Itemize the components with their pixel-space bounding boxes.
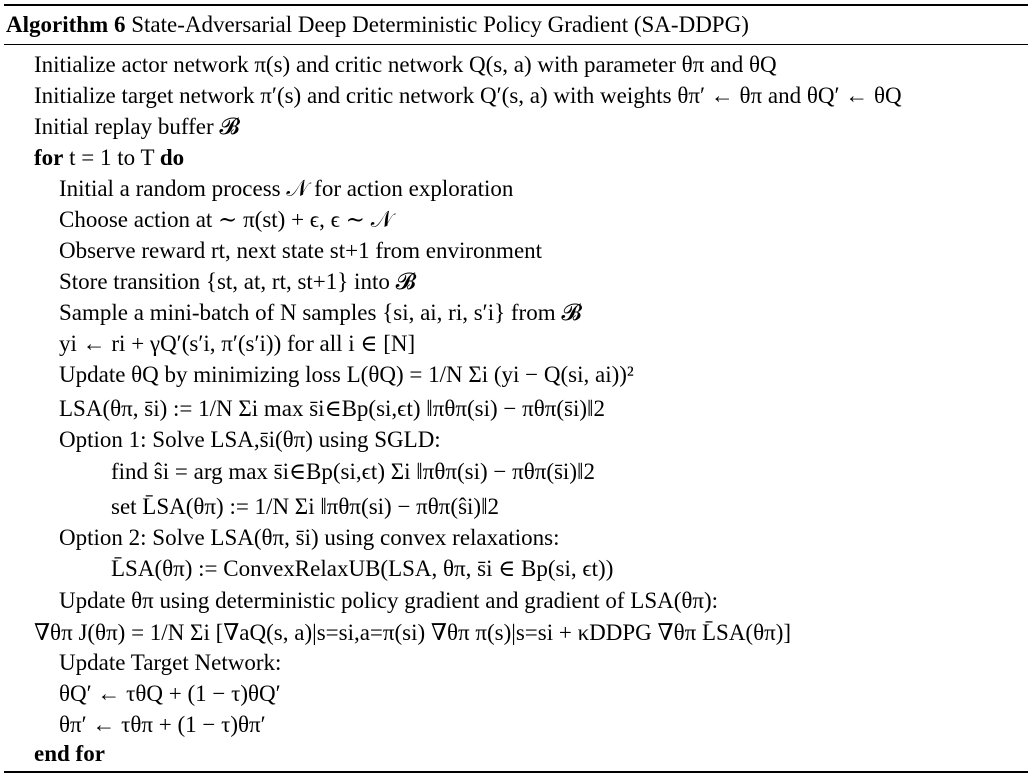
line-update-critic: Update θQ by minimizing loss L(θQ) = 1/N Σi (yi − Q(si, ai))² <box>59 362 634 387</box>
line-set-l-bar: set L̄SA(θπ) := 1/N Σi ‖πθπ(si) − πθπ(ŝi)‖2 <box>111 494 500 519</box>
line-update-target: Update Target Network: <box>59 650 282 675</box>
line-init-actor: Initialize actor network π(s) and critic network Q(s, a) with parameter θπ and θQ <box>34 52 777 77</box>
line-find-s-hat: find ŝi = arg max s̄i∈Bp(si,ϵt) Σi ‖πθπ(si) − πθπ(s̄i)‖2 <box>111 459 595 484</box>
loop-range: t = 1 to T <box>69 145 155 170</box>
algorithm-label: Algorithm 6 <box>6 12 126 37</box>
line-target-y: yi ← ri + γQ′(s′i, π′(s′i)) for all i ∈ [N] <box>59 331 416 356</box>
bottom-rule <box>4 771 1028 773</box>
line-soft-update-pi: θπ′ ← τθπ + (1 − τ)θπ′ <box>59 712 266 737</box>
keyword-do: do <box>159 145 185 170</box>
line-sample-batch: Sample a mini-batch of N samples {si, ai, ri, s′i} from 𝓑 <box>59 300 582 325</box>
algorithm-header <box>6 6 749 44</box>
line-store-transition: Store transition {st, at, rt, st+1} into 𝓑 <box>59 269 416 294</box>
keyword-for: for <box>34 145 64 170</box>
line-for-loop <box>34 142 184 173</box>
line-init-target: Initialize target network π′(s) and critic network Q′(s, a) with weights θπ′ ← θπ and θQ′ ← θQ <box>34 83 902 108</box>
line-choose-action: Choose action at ∼ π(st) + ϵ, ϵ ∼ 𝒩 <box>59 207 393 232</box>
line-option-1: Option 1: Solve LSA,s̄i(θπ) using SGLD: <box>59 427 441 452</box>
algorithm-title: State-Adversarial Deep Deterministic Policy Gradient (SA-DDPG) <box>131 12 749 37</box>
line-soft-update-q: θQ′ ← τθQ + (1 − τ)θQ′ <box>59 681 281 706</box>
line-convex-relax: L̄SA(θπ) := ConvexRelaxUB(LSA, θπ, s̄i ∈ Bp(si, ϵt)) <box>111 556 614 581</box>
line-option-2: Option 2: Solve LSA(θπ, s̄i) using convex relaxations: <box>59 525 560 550</box>
header-rule <box>4 44 1028 45</box>
line-policy-gradient: ∇θπ J(θπ) = 1/N Σi [∇aQ(s, a)|s=si,a=π(si) ∇θπ π(s)|s=si + κDDPG ∇θπ L̄SA(θπ)] <box>34 620 792 645</box>
line-init-buffer: Initial replay buffer 𝓑 <box>34 114 240 139</box>
line-observe-reward: Observe reward rt, next state st+1 from environment <box>59 238 543 263</box>
line-end-for: end for <box>34 741 105 766</box>
line-update-actor: Update θπ using deterministic policy gradient and gradient of LSA(θπ): <box>59 588 719 613</box>
line-sa-loss: LSA(θπ, s̄i) := 1/N Σi max s̄i∈Bp(si,ϵt) ‖πθπ(si) − πθπ(s̄i)‖2 <box>59 396 605 421</box>
line-random-process: Initial a random process 𝒩 for action exploration <box>59 176 514 201</box>
